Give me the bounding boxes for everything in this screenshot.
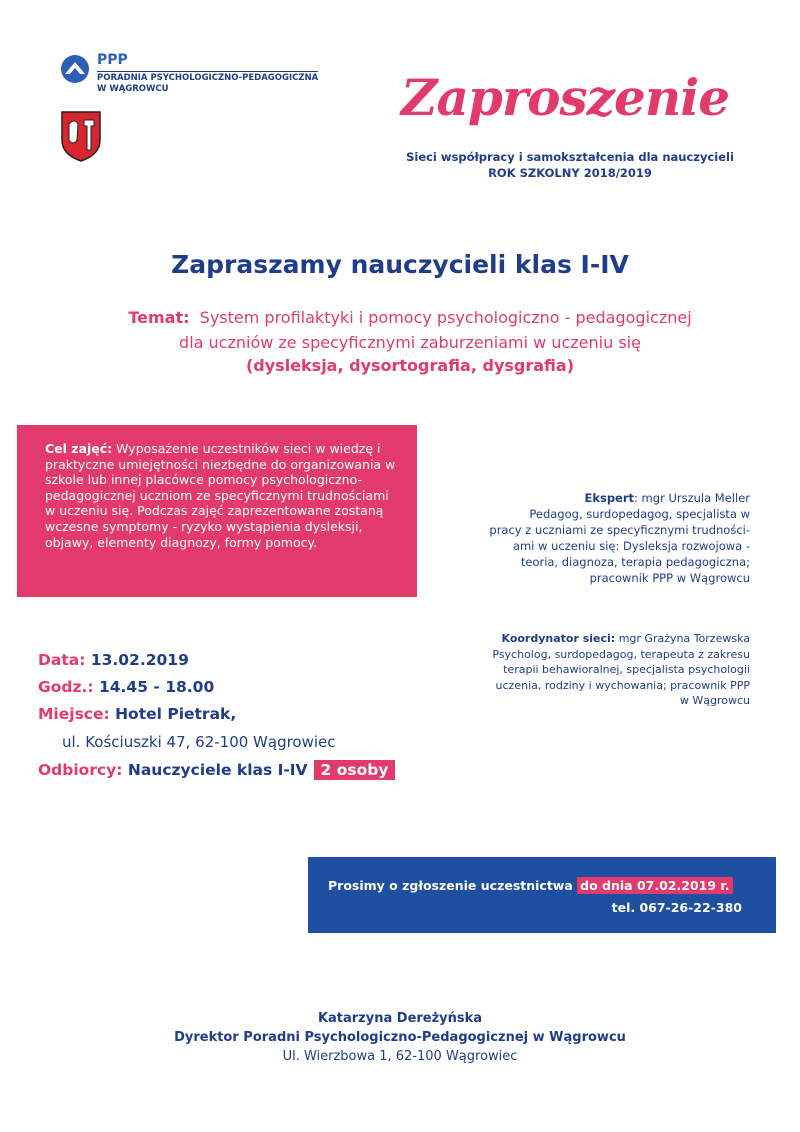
expert-line-4: ami w uczeniu się: Dysleksja rozwojowa -	[512, 539, 750, 553]
signatory-role: Dyrektor Poradni Psychologiczno-Pedagogicznej w Wągrowcu	[174, 1030, 626, 1045]
topic-line-3: (dysleksja, dysortografia, dysgrafia)	[245, 356, 575, 375]
expert-line-6: pracownik PPP w Wągrowcu	[589, 571, 750, 585]
coordinator-line-2: Psycholog, surdopedagog, terapeuta z zakresu	[492, 647, 750, 661]
place-label: Miejsce:	[38, 705, 110, 723]
expert-line-3: pracy z uczniami ze specyficznymi trudności-	[489, 523, 750, 537]
date-value: 13.02.2019	[85, 651, 189, 669]
coat-of-arms-icon	[60, 110, 102, 162]
goal-label: Cel zajęć:	[45, 441, 113, 456]
topic-label: Temat:	[128, 308, 190, 327]
date-label: Data:	[38, 651, 86, 669]
registration-text	[328, 878, 733, 893]
goal-box	[17, 425, 417, 597]
time-label: Godz.:	[38, 678, 94, 696]
event-address: ul. Kościuszki 47, 62-100 Wągrowiec	[62, 733, 336, 751]
logo-institution-name: PORADNIA PSYCHOLOGICZNO-PEDAGOGICZNA	[97, 73, 319, 83]
audience-label: Odbiorcy:	[38, 761, 123, 779]
coordinator-name: mgr Grażyna Torzewska	[615, 632, 750, 645]
topic-text-1: System profilaktyki i pomocy psychologiczno - pedagogicznej	[199, 308, 692, 327]
expert-line-2: Pedagog, surdopedagog, specjalista w	[529, 507, 750, 521]
registration-deadline: do dnia 07.02.2019 r.	[577, 877, 732, 894]
place-value: Hotel Pietrak,	[109, 705, 237, 723]
time-value: 14.45 - 18.00	[93, 678, 215, 696]
topic-line-2: dla uczniów ze specyficznymi zaburzeniami w uczeniu się	[179, 333, 641, 352]
invitation-title: Zaproszenie	[400, 68, 730, 127]
registration-phone: tel. 067-26-22-380	[611, 900, 742, 915]
ppp-logo-icon	[60, 54, 90, 84]
coordinator-line-3: terapii behawioralnej, specjalista psychologii	[503, 663, 750, 676]
topic-line-1	[60, 308, 760, 327]
coordinator-line-5: w Wągrowcu	[679, 694, 750, 707]
event-audience	[38, 760, 395, 780]
logo-city: W WĄGROWCU	[97, 84, 169, 94]
coordinator-info	[450, 631, 750, 709]
event-place	[38, 705, 236, 723]
expert-line-5: teoria, diagnoza, terapia pedagogiczna;	[520, 555, 750, 569]
expert-name: : mgr Urszula Meller	[634, 491, 750, 505]
registration-box	[308, 857, 776, 933]
event-time	[38, 678, 214, 696]
participant-count-badge: 2 osoby	[314, 760, 396, 780]
network-subtitle: Sieci współpracy i samokształcenia dla nauczycieli	[406, 150, 734, 164]
registration-request: Prosimy o zgłoszenie uczestnictwa	[328, 878, 573, 893]
event-date	[38, 651, 189, 669]
school-year: ROK SZKOLNY 2018/2019	[488, 166, 652, 180]
audience-value: Nauczyciele klas I-IV	[122, 761, 308, 779]
coordinator-line-4: uczenia, rodziny i wychowania; pracownik PPP	[495, 678, 750, 692]
institution-address: Ul. Wierzbowa 1, 62-100 Wągrowiec	[282, 1049, 518, 1064]
coordinator-label: Koordynator sieci:	[501, 632, 616, 645]
signatory-name: Katarzyna Dereżyńska	[317, 1011, 483, 1026]
headline: Zapraszamy nauczycieli klas I-IV	[171, 250, 629, 279]
expert-info	[455, 490, 750, 586]
logo-abbreviation: PPP	[97, 52, 128, 68]
expert-label: Ekspert	[584, 491, 635, 505]
goal-text: Wyposażenie uczestników sieci w wiedzę i praktyczne umiejętności niezbędne do organizowania w szkole lub innej placówce pomocy psychologiczno-pedagogicznej uczniom ze specyficznymi trudnościami w uczeniu się. Podczas zajęć zaprezentowane zostaną wczesne symptomy - ryzyko wystąpienia dysleksji, objawy, elementy diagnozy, formy pomocy.	[45, 441, 396, 550]
